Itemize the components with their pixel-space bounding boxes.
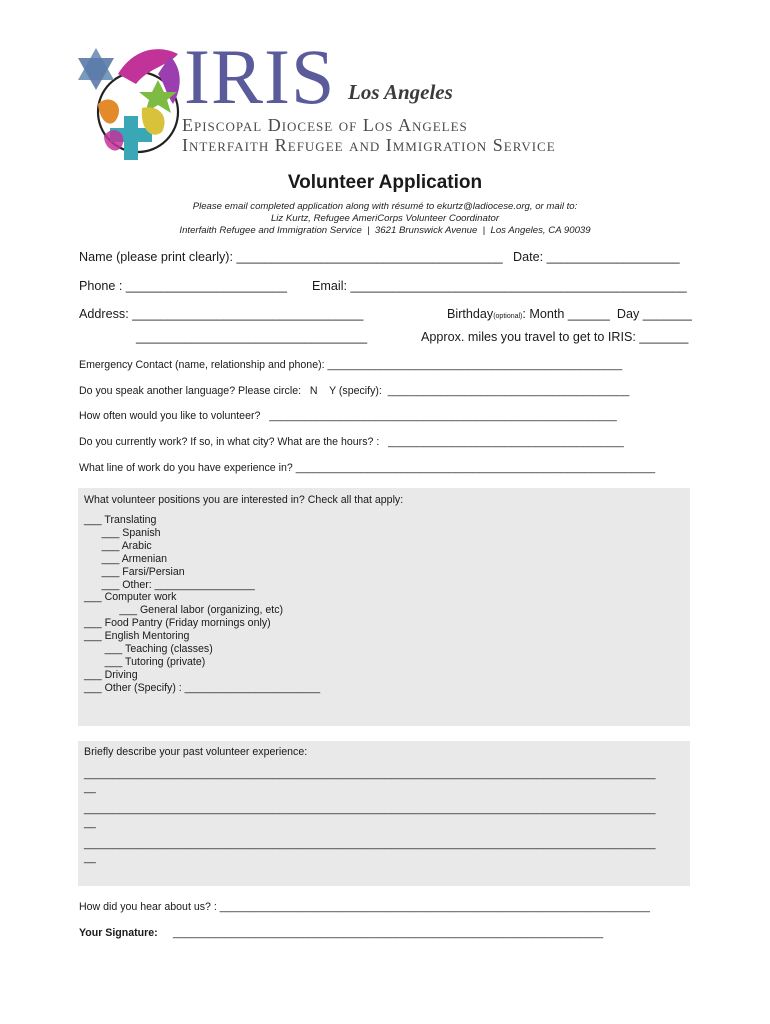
position-item[interactable]: ___ General labor (organizing, etc) xyxy=(84,604,284,617)
org-name-line2: Interfaith Refugee and Immigration Service xyxy=(182,135,556,155)
position-item[interactable]: ___ Spanish xyxy=(84,526,161,539)
current-work-field[interactable]: Do you currently work? If so, in what city? What are the hours? : ________________________________________ xyxy=(79,436,624,448)
instruction-line-2: Liz Kurtz, Refugee AmeriCorps Volunteer Coordinator xyxy=(270,213,500,224)
org-name-line1: Episcopal Diocese of Los Angeles xyxy=(182,115,468,135)
language-field[interactable]: Do you speak another language? Please circle: N Y (specify): _________________________________________ xyxy=(79,385,630,397)
address-field[interactable]: Address: _________________________________ xyxy=(79,307,364,321)
work-experience-field[interactable]: What line of work do you have experience in? _____________________________________________________________ xyxy=(79,462,656,474)
position-item[interactable]: ___ Tutoring (private) xyxy=(84,655,206,668)
past-experience-line[interactable]: _________________________________________________________________________________________________ xyxy=(84,768,656,780)
instruction-line-3: Interfaith Refugee and Immigration Service | 3621 Brunswick Avenue | Los Angeles, CA 90039 xyxy=(179,225,591,236)
positions-heading: What volunteer positions you are interested in? Check all that apply: xyxy=(84,494,404,506)
email-field[interactable]: Email: ________________________________________________ xyxy=(312,279,687,293)
miles-field[interactable]: Approx. miles you travel to get to IRIS: _______ xyxy=(421,330,689,344)
logo-city: Los Angeles xyxy=(348,80,453,104)
address-field-line2[interactable]: _________________________________ xyxy=(136,330,368,344)
position-item[interactable]: ___ Driving xyxy=(84,668,138,681)
positions-list xyxy=(84,514,320,695)
iris-logo xyxy=(78,33,668,172)
past-experience-line-tail[interactable]: __ xyxy=(84,817,96,829)
birthday-label: Birthday xyxy=(447,307,494,321)
position-item[interactable]: ___ English Mentoring xyxy=(84,630,190,643)
past-experience-line-tail[interactable]: __ xyxy=(84,852,96,864)
birthday-field[interactable] xyxy=(447,307,692,321)
past-experience-heading: Briefly describe your past volunteer experience: xyxy=(84,746,308,758)
signature-label: Your Signature: xyxy=(79,927,158,939)
past-experience-line[interactable]: _________________________________________________________________________________________________ xyxy=(84,838,656,850)
position-item[interactable]: ___ Arabic xyxy=(84,539,152,552)
position-item[interactable]: ___ Other: _________________ xyxy=(84,578,255,591)
past-experience-line[interactable]: _________________________________________________________________________________________________ xyxy=(84,803,656,815)
star-hands-icon xyxy=(78,44,188,172)
position-item[interactable]: ___ Teaching (classes) xyxy=(84,643,213,656)
date-field[interactable]: Date: ___________________ xyxy=(513,250,680,264)
name-field[interactable]: Name (please print clearly): ______________________________________ xyxy=(79,250,503,264)
position-item[interactable]: ___ Translating xyxy=(84,514,157,526)
position-item[interactable]: ___ Farsi/Persian xyxy=(84,565,185,578)
position-item[interactable]: ___ Other (Specify) : _______________________ xyxy=(84,681,321,694)
logo-wordmark: IRIS xyxy=(184,33,336,120)
position-item[interactable]: ___ Armenian xyxy=(84,552,168,565)
referral-field[interactable]: How did you hear about us? : _________________________________________________________________________ xyxy=(79,901,650,913)
position-item[interactable]: ___ Computer work xyxy=(84,591,177,604)
past-experience-line-tail[interactable]: __ xyxy=(84,782,96,794)
signature-line[interactable]: _________________________________________________________________________ xyxy=(173,927,604,939)
position-item[interactable]: ___ Food Pantry (Friday mornings only) xyxy=(84,617,271,630)
frequency-field[interactable]: How often would you like to volunteer? ___________________________________________________________ xyxy=(79,410,617,422)
instruction-line-1: Please email completed application along with résumé to ekurtz@ladiocese.org, or mail to: xyxy=(192,201,578,212)
emergency-contact-field[interactable]: Emergency Contact (name, relationship and phone): __________________________________________________ xyxy=(79,359,623,371)
page-title: Volunteer Application xyxy=(287,172,483,193)
phone-field[interactable]: Phone : _______________________ xyxy=(79,279,288,293)
birthday-optional: (optional) xyxy=(493,313,523,320)
birthday-month-day: : Month ______ Day _______ xyxy=(522,307,692,321)
